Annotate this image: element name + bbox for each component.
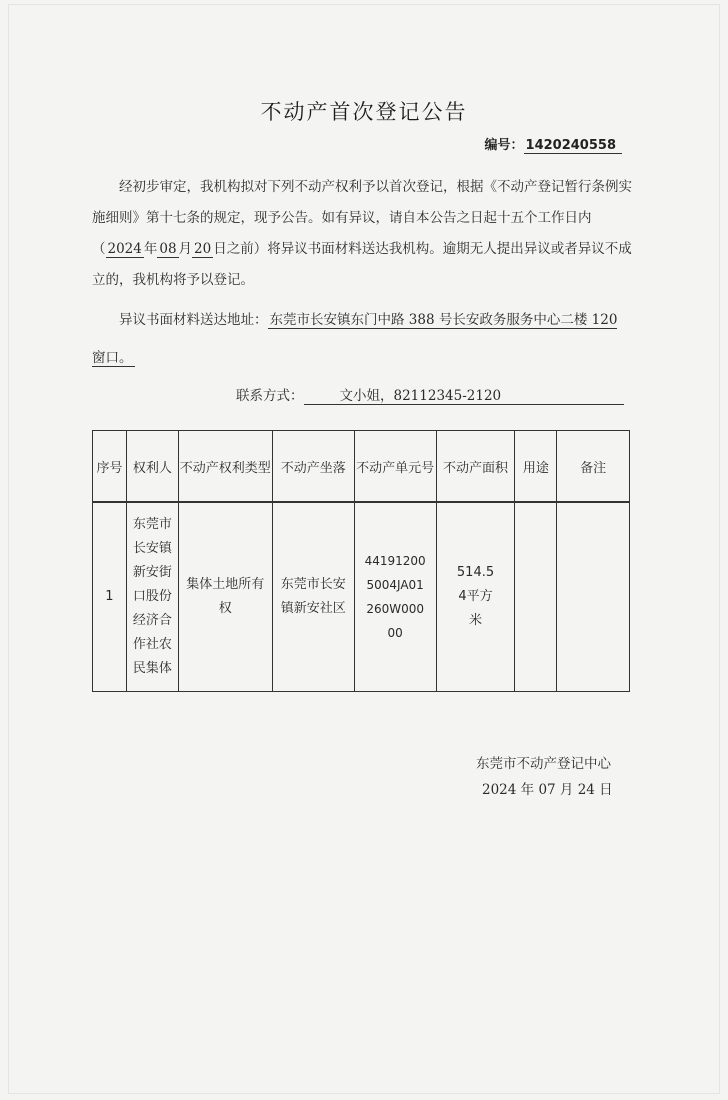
header-right-type: 不动产权利类型 (178, 431, 272, 503)
issue-date: 2024 年 07 月 24 日 (482, 782, 613, 798)
header-location: 不动产坐落 (272, 431, 354, 503)
owner-text: 东莞市长安镇新安街口股份经济合作社农民集体 (132, 517, 172, 676)
cell-owner (126, 502, 178, 692)
registration-table (92, 430, 630, 692)
notice-paragraph (92, 172, 632, 296)
table-row (93, 502, 630, 692)
notice-text-part1: 经初步审定，我机构拟对下列不动产权利予以首次登记，根据《不动产登记暂行条例实施细则》第十七条的规定，现予公告。如有异议，请自本公告之日起十五个工作日内（ (92, 179, 632, 257)
address-value: 东莞市长安镇东门中路 388 号长安政务服务中心二楼 120 窗口。 (92, 312, 618, 366)
deadline-month-unit: 月 (178, 241, 193, 257)
deadline-month: 08 (159, 241, 177, 257)
header-unit-number: 不动产单元号 (354, 431, 436, 503)
cell-right-type (178, 502, 272, 692)
header-remarks: 备注 (557, 431, 630, 503)
deadline-year-unit: 年 (143, 241, 158, 257)
cell-usage (515, 502, 557, 692)
cell-area (436, 502, 515, 692)
header-owner: 权利人 (126, 431, 178, 503)
unit-number-text: 441912005004JA01260W00000 (364, 554, 426, 640)
contact-label: 联系方式： (236, 388, 304, 404)
address-label: 异议书面材料送达地址： (119, 312, 268, 328)
document-title: 不动产首次登记公告 (260, 100, 468, 124)
cell-index: 1 (93, 502, 127, 692)
document-number-label: 编号： (484, 138, 524, 153)
cell-unit-number (354, 502, 436, 692)
area-text: 514.54平方米 (456, 565, 495, 628)
location-text: 东莞市长安镇新安社区 (280, 577, 346, 616)
table-header-row (93, 431, 630, 503)
notice-text-part2: 日之前）将异议书面材料送达我机构。逾期无人提出异议或者异议不成立的，我机构将予以登记。 (92, 241, 632, 288)
header-index: 序号 (93, 431, 127, 503)
cell-remarks (557, 502, 630, 692)
right-type-text: 集体土地所有权 (186, 577, 265, 616)
issuer-name: 东莞市不动产登记中心 (476, 756, 611, 772)
deadline-day: 20 (194, 241, 212, 257)
contact-value: 文小姐，82112345-2120 (304, 384, 624, 405)
header-area: 不动产面积 (436, 431, 515, 503)
cell-location (272, 502, 354, 692)
document-number-value: 1420240558 (524, 138, 622, 154)
contact-line (236, 384, 624, 405)
header-usage: 用途 (515, 431, 557, 503)
document-number (485, 134, 622, 153)
deadline-year: 2024 (107, 241, 142, 257)
address-paragraph (92, 301, 632, 377)
